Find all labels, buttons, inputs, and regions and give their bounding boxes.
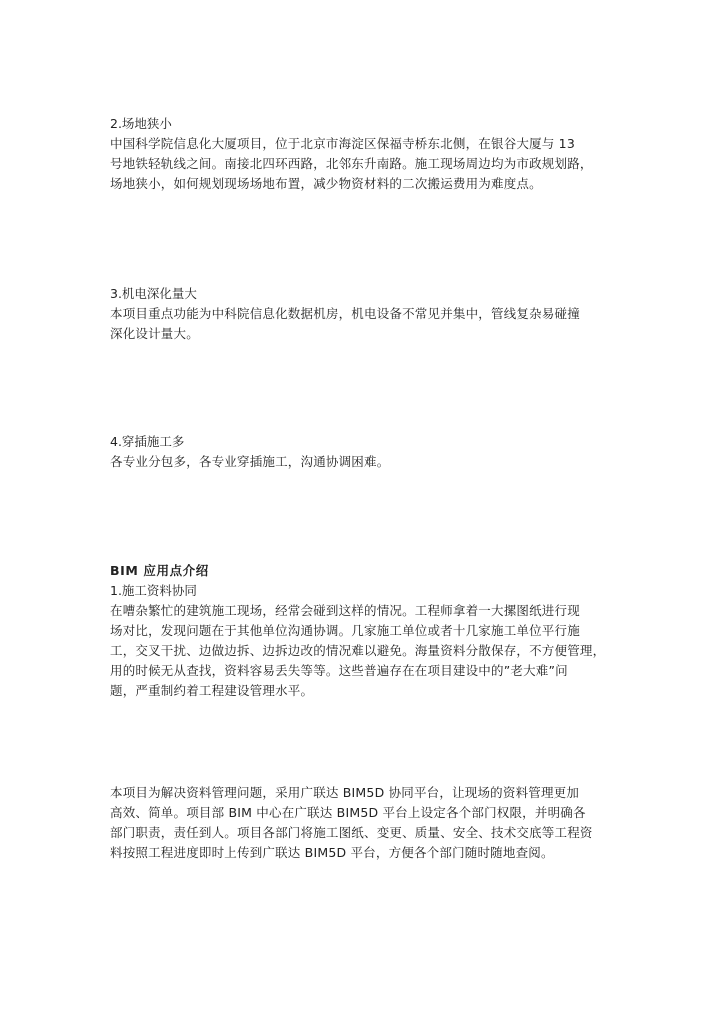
paragraph-line: 在嘈杂繁忙的建筑施工现场，经常会碰到这样的情况。工程师拿着一大摞图纸进行现 [110,603,580,618]
paragraph-line: 各专业分包多，各专业穿插施工，沟通协调困难。 [110,454,390,469]
paragraph-line: 号地铁轻轨线之间。南接北四环西路，北邻东升南路。施工现场周边均为市政规划路， [110,156,593,171]
paragraph-line: 部门职责，责任到人。项目各部门将施工图纸、变更、质量、安全、技术交底等工程资 [110,825,593,840]
paragraph-line: 本项目为解决资料管理问题，采用广联达 BIM5D 协同平台，让现场的资料管理更加 [110,785,580,800]
paragraph-line: 工，交叉干扰、边做边拆、边拆边改的情况难以避免。海量资料分散保存，不方便管理， [110,643,606,658]
section-heading: 3.机电深化量大 [110,286,197,301]
section-interleaved-construction [110,432,620,472]
section-heading: 4.穿插施工多 [110,434,185,449]
section-title: BIM 应用点介绍 [110,563,209,578]
section-heading: 2.场地狭小 [110,116,172,131]
section-site-narrow [110,114,620,194]
section-mep-detailing [110,284,620,344]
paragraph-line: 题，严重制约着工程建设管理水平。 [110,683,314,698]
section-heading: 1.施工资料协同 [110,583,197,598]
paragraph-line: 高效、简单。项目部 BIM 中心在广联达 BIM5D 平台上设定各个部门权限，并明确各 [110,805,586,820]
paragraph-line: 深化设计量大。 [110,326,199,341]
paragraph-line: 本项目重点功能为中科院信息化数据机房，机电设备不常见并集中，管线复杂易碰撞 [110,306,580,321]
paragraph-line: 中国科学院信息化大厦项目，位于北京市海淀区保福寺桥东北侧，在银谷大厦与 13 [110,136,575,151]
paragraph-line: 料按照工程进度即时上传到广联达 BIM5D 平台，方便各个部门随时随地查阅。 [110,845,554,860]
paragraph-line: 用的时候无从查找，资料容易丢失等等。这些普遍存在在项目建设中的”老大难”问 [110,663,568,678]
paragraph-line: 场对比，发现问题在于其他单位沟通协调。几家施工单位或者十几家施工单位平行施 [110,623,580,638]
section-bim-application [110,561,620,701]
paragraph-line: 场地狭小，如何规划现场场地布置，减少物资材料的二次搬运费用为难度点。 [110,176,542,191]
section-bim5d-platform [110,783,620,863]
